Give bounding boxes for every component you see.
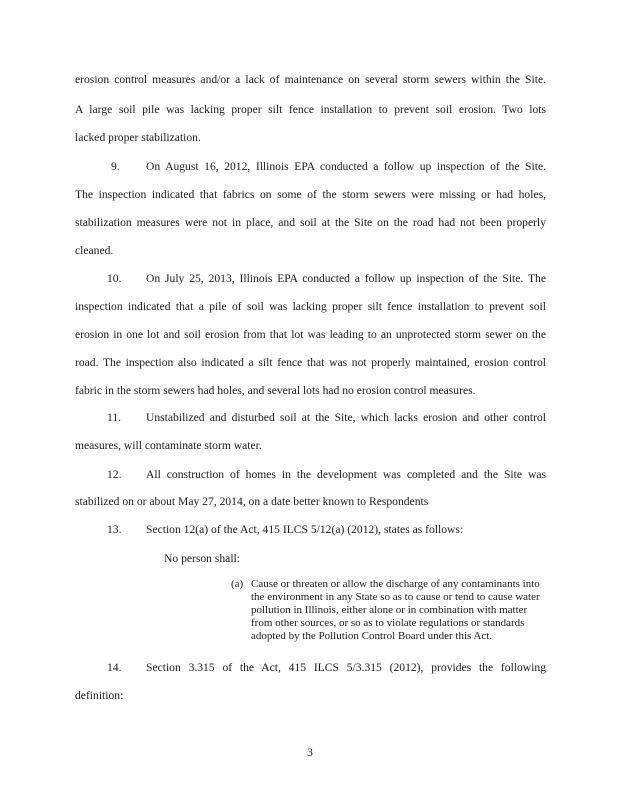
- quote-item-line-5: adopted by the Pollution Control Board under this Act.: [251, 630, 493, 642]
- paragraph-10-line-2: inspection indicated that a pile of soil was lacking proper silt fence installation to prevent soil: [75, 300, 546, 313]
- intro-line-3: lacked proper stabilization.: [75, 131, 201, 144]
- paragraph-14-number: 14.: [107, 661, 122, 674]
- paragraph-11-line-2: measures, will contaminate storm water.: [75, 439, 262, 452]
- paragraph-10-first-line: On July 25, 2013, Illinois EPA conducted a follow up inspection of the Site. The: [146, 272, 546, 285]
- paragraph-14-line-2: definition:: [75, 689, 124, 702]
- paragraph-9-first-line: On August 16, 2012, Illinois EPA conducted a follow up inspection of the Site.: [146, 160, 546, 173]
- paragraph-12-first-line: All construction of homes in the development was completed and the Site was: [146, 468, 546, 481]
- paragraph-12-number: 12.: [107, 468, 122, 481]
- quote-item-line-3: pollution in Illinois, either alone or in combination with matter: [251, 604, 528, 616]
- quote-item-label: (a): [231, 578, 244, 590]
- quote-intro: No person shall:: [164, 552, 240, 565]
- paragraph-12-line-2: stabilized on or about May 27, 2014, on a date better known to Respondents: [75, 495, 429, 508]
- paragraph-9-line-4: cleaned.: [75, 244, 114, 257]
- paragraph-14-first-line: Section 3.315 of the Act, 415 ILCS 5/3.315 (2012), provides the following: [146, 661, 546, 674]
- paragraph-10-number: 10.: [107, 272, 122, 285]
- paragraph-9-line-2: The inspection indicated that fabrics on some of the storm sewers were missing or had holes,: [75, 188, 546, 201]
- page-number: 3: [307, 746, 313, 759]
- paragraph-13-number: 13.: [107, 523, 122, 536]
- paragraph-13-first-line: Section 12(a) of the Act, 415 ILCS 5/12(a) (2012), states as follows:: [146, 523, 464, 536]
- paragraph-11-first-line: Unstabilized and disturbed soil at the Site, which lacks erosion and other control: [146, 411, 546, 424]
- paragraph-9-line-3: stabilization measures were not in place, and soil at the Site on the road had not been properly: [75, 216, 546, 229]
- quote-item-line-1: Cause or threaten or allow the discharge of any contaminants into: [251, 578, 540, 590]
- paragraph-10-line-3: erosion in one lot and soil erosion from that lot was leading to an unprotected storm sewer on the: [75, 328, 546, 341]
- quote-item-line-4: from other sources, or so as to violate regulations or standards: [251, 617, 525, 629]
- paragraph-9-number: 9.: [111, 160, 120, 173]
- paragraph-11-number: 11.: [107, 411, 122, 424]
- paragraph-10-line-4: road. The inspection also indicated a silt fence that was not properly maintained, erosion control: [75, 356, 546, 369]
- paragraph-10-line-5: fabric in the storm sewers had holes, and several lots had no erosion control measures.: [75, 384, 476, 397]
- intro-line-2: A large soil pile was lacking proper silt fence installation to prevent soil erosion. Two lots: [75, 103, 546, 116]
- intro-line-1: erosion control measures and/or a lack of maintenance on several storm sewers within the Site.: [75, 73, 546, 86]
- quote-item-line-2: the environment in any State so as to cause or tend to cause water: [251, 591, 540, 603]
